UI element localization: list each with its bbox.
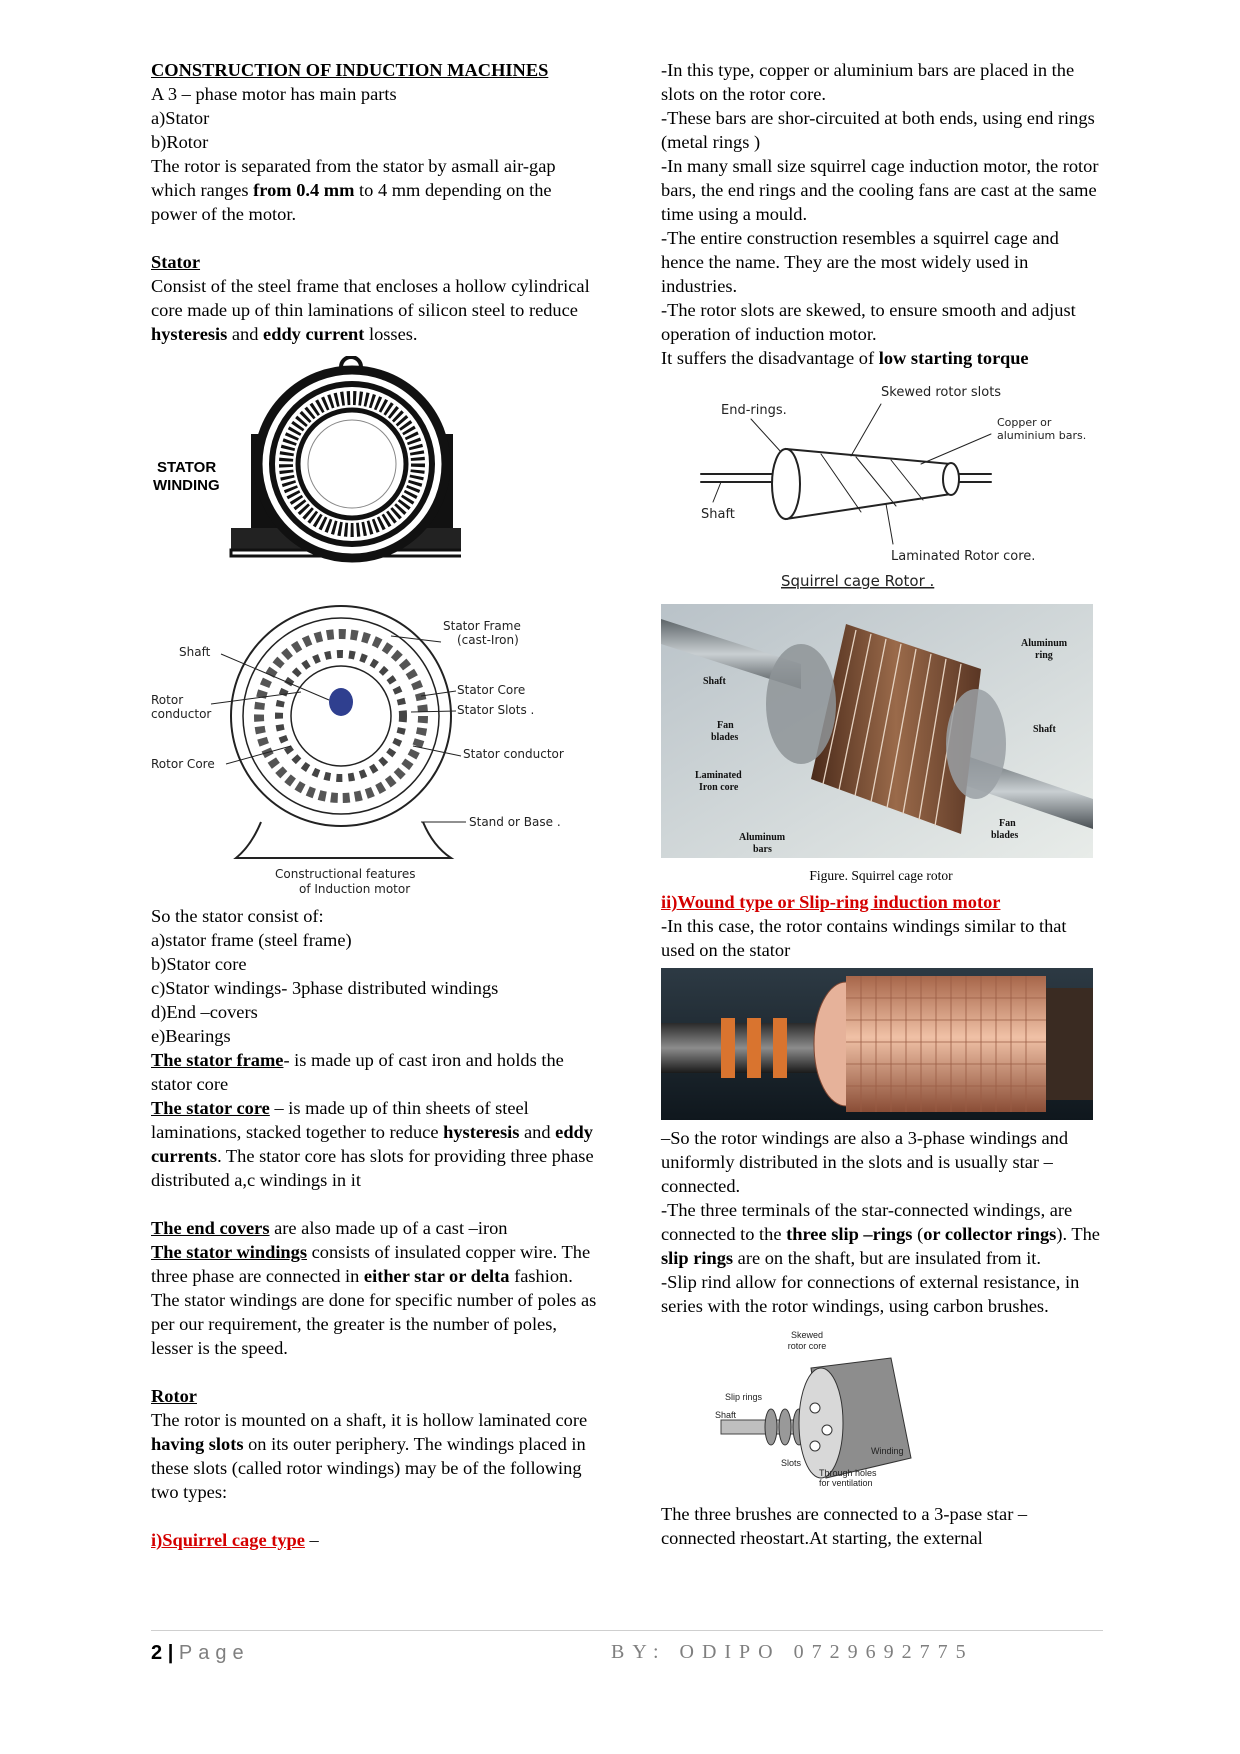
label-rotor-conductor-1: Rotor bbox=[151, 693, 184, 707]
label-stator-frame-2: (cast-Iron) bbox=[457, 633, 519, 647]
part-stator: a)Stator bbox=[151, 108, 210, 128]
wound-right-end bbox=[1046, 988, 1093, 1100]
consist-item: a)stator frame (steel frame) bbox=[151, 930, 352, 950]
photo-fan-r-2: blades bbox=[991, 830, 1019, 841]
leader-stator-slots bbox=[411, 711, 456, 712]
stator-heading: Stator bbox=[151, 252, 201, 272]
label-stator-slots: Stator Slots . bbox=[457, 703, 535, 717]
diag-end-face bbox=[799, 1368, 843, 1478]
label-rotor-core: Rotor Core bbox=[151, 757, 215, 771]
diag-slots-label: Slots bbox=[781, 1458, 802, 1468]
consist-intro: So the stator consist of: bbox=[151, 906, 324, 926]
wound-rotor-photo bbox=[661, 968, 1093, 1120]
sketch-shaft-label: Shaft bbox=[701, 507, 735, 522]
label-stand: Stand or Base . bbox=[469, 815, 561, 829]
diag-slip-ring bbox=[765, 1409, 777, 1445]
squirrel-p4: -The entire construction resembles a squirrel cage and hence the name. They are the most widely used in industries. bbox=[661, 228, 1059, 296]
sketch-end-ring bbox=[772, 449, 800, 519]
sketch-skewed-label: Skewed rotor slots bbox=[881, 385, 1002, 400]
consist-item: e)Bearings bbox=[151, 1026, 231, 1046]
intro-text: A 3 – phase motor has main parts bbox=[151, 84, 397, 104]
photo-ring-right bbox=[946, 689, 1006, 799]
sketch-laminated-label: Laminated Rotor core. bbox=[891, 549, 1036, 564]
stator-winding-figure bbox=[151, 356, 461, 586]
leader-stator-conductor bbox=[413, 746, 461, 756]
leader-laminated bbox=[886, 504, 893, 544]
sketch-copper-label-1: Copper or bbox=[997, 416, 1052, 429]
wound-heading: ii)Wound type or Slip-ring induction motor bbox=[661, 892, 1001, 912]
consist-item: c)Stator windings- 3phase distributed windings bbox=[151, 978, 499, 998]
constructional-features-figure bbox=[151, 596, 601, 896]
diag-vent-hole bbox=[810, 1403, 820, 1413]
photo-shaft-right-label: Shaft bbox=[1033, 724, 1056, 735]
diag-slip-rings-label: Slip rings bbox=[725, 1392, 763, 1402]
sketch-end-rings-label: End-rings. bbox=[721, 403, 787, 418]
brushes-paragraph: The three brushes are connected to a 3-pase star – connected rheostart.At starting, the external bbox=[661, 1504, 1028, 1548]
squirrel-p2: -These bars are shor-circuited at both ends, using end rings (metal rings ) bbox=[661, 108, 1095, 152]
diag-holes-2: for ventilation bbox=[819, 1478, 873, 1488]
squirrel-cage-heading: i)Squirrel cage type – bbox=[151, 1530, 319, 1550]
squirrel-p3: -In many small size squirrel cage induction motor, the rotor bars, the end rings and the cooling fans are cast at the same time using a mould. bbox=[661, 156, 1099, 224]
photo-aluminum-ring-2: ring bbox=[1035, 650, 1053, 661]
sketch-copper-label-2: aluminium bars. bbox=[997, 429, 1087, 442]
shaft-icon bbox=[329, 688, 353, 716]
diag-shaft-label: Shaft bbox=[715, 1410, 737, 1420]
consist-item: d)End –covers bbox=[151, 1002, 258, 1022]
page-title: CONSTRUCTION OF INDUCTION MACHINES bbox=[151, 60, 549, 80]
diag-vent-hole bbox=[810, 1441, 820, 1451]
slip-ring bbox=[747, 1018, 761, 1078]
photo-fan-2: blades bbox=[711, 732, 739, 743]
photo-caption: Figure. Squirrel cage rotor bbox=[809, 868, 953, 883]
squirrel-p6: It suffers the disadvantage of low starting torque bbox=[661, 348, 1029, 368]
stator-core-paragraph: The stator core – is made up of thin sheets of steel laminations, stacked together to reduce hysteresis and eddy currents. The stator core has slots for providing three phase distributed a,c windings in it bbox=[151, 1098, 594, 1190]
photo-aluminum-ring-1: Aluminum bbox=[1021, 638, 1068, 649]
photo-shaft-left-label: Shaft bbox=[703, 676, 726, 687]
right-column bbox=[661, 58, 1101, 1550]
rotor-heading: Rotor bbox=[151, 1386, 197, 1406]
stator-label-1: STATOR bbox=[157, 459, 217, 476]
sketch-title: Squirrel cage Rotor . bbox=[781, 572, 935, 590]
diag-slip-ring bbox=[779, 1409, 791, 1445]
slip-ring-diagram bbox=[701, 1328, 941, 1498]
caption-1: Constructional features bbox=[275, 867, 416, 881]
photo-bars-1: Aluminum bbox=[739, 832, 786, 843]
page-num: 2 bbox=[151, 1642, 163, 1664]
leader-shaft bbox=[713, 482, 721, 502]
photo-bars-2: bars bbox=[753, 844, 772, 855]
leader-stator-core bbox=[421, 691, 456, 696]
page-word: Page bbox=[178, 1642, 250, 1664]
squirrel-p1: -In this type, copper or aluminium bars are placed in the slots on the rotor core. bbox=[661, 60, 1075, 104]
sketch-rotor-body bbox=[786, 449, 951, 519]
photo-laminated-2: Iron core bbox=[699, 782, 739, 793]
photo-ring-left bbox=[766, 644, 836, 764]
diag-skewed-1: Skewed bbox=[790, 1330, 824, 1340]
footer-rule bbox=[151, 1630, 1103, 1631]
rotor-paragraph: The rotor is mounted on a shaft, it is hollow laminated core having slots on its outer periphery. The windings placed in these slots (called rotor windings) may be of the following two types: bbox=[151, 1410, 588, 1502]
wound-paragraph: -In this case, the rotor contains windings similar to that used on the stator bbox=[661, 916, 1067, 960]
terminals-paragraph: -The three terminals of the star-connected windings, are connected to the three slip –rings (or collector rings). The slip rings are on the shaft, but are insulated from it. bbox=[661, 1200, 1100, 1268]
consist-item: b)Stator core bbox=[151, 954, 247, 974]
diag-winding-label: Winding bbox=[871, 1446, 904, 1456]
after-wound-paragraph: –So the rotor windings are also a 3-phase windings and uniformly distributed in the slots and is usually star –connected. bbox=[661, 1128, 1069, 1196]
squirrel-p5: -The rotor slots are skewed, to ensure smooth and adjust operation of induction motor. bbox=[661, 300, 1076, 344]
photo-fan-1: Fan bbox=[717, 720, 734, 731]
left-column bbox=[151, 58, 601, 1552]
label-rotor-conductor-2: conductor bbox=[151, 707, 212, 721]
label-stator-conductor: Stator conductor bbox=[463, 747, 564, 761]
slip-ring bbox=[721, 1018, 735, 1078]
stator-label-2: WINDING bbox=[153, 477, 220, 494]
label-stator-core: Stator Core bbox=[457, 683, 526, 697]
diag-vent-hole bbox=[822, 1425, 832, 1435]
page-number bbox=[151, 1642, 250, 1665]
label-stator-frame-1: Stator Frame bbox=[443, 619, 521, 633]
stator-frame-paragraph: The stator frame- is made up of cast iron and holds the stator core bbox=[151, 1050, 564, 1094]
caption-2: of Induction motor bbox=[299, 882, 411, 896]
photo-laminated-1: Laminated bbox=[695, 770, 742, 781]
leader-skewed bbox=[851, 404, 881, 456]
end-covers-paragraph: The end covers are also made up of a cast –iron bbox=[151, 1218, 508, 1238]
byline: BY: ODIPO 0729692775 bbox=[611, 1641, 974, 1663]
label-shaft: Shaft bbox=[179, 645, 211, 659]
airgap-paragraph: The rotor is separated from the stator by asmall air-gap which ranges from 0.4 mm to 4 mm depending on the power of the motor. bbox=[151, 156, 556, 224]
stand-outline bbox=[236, 822, 451, 858]
stator-windings-paragraph: The stator windings consists of insulated copper wire. The three phase are connected in either star or delta fashion. bbox=[151, 1242, 591, 1286]
diag-skewed-2: rotor core bbox=[787, 1341, 827, 1351]
photo-fan-r-1: Fan bbox=[999, 818, 1016, 829]
squirrel-cage-sketch bbox=[661, 374, 1101, 594]
leader-bars bbox=[921, 434, 991, 464]
sketch-end-ring-right bbox=[943, 463, 959, 495]
leader-end-rings bbox=[751, 419, 781, 452]
page-separator: | bbox=[167, 1642, 174, 1664]
slip-paragraph: -Slip rind allow for connections of external resistance, in series with the rotor windings, using carbon brushes. bbox=[661, 1272, 1080, 1316]
diag-holes-1: Through holes bbox=[819, 1468, 877, 1478]
squirrel-cage-photo bbox=[661, 604, 1093, 858]
stator-hollow bbox=[308, 420, 396, 508]
poles-paragraph: The stator windings are done for specific number of poles as per our requirement, the greater is the number of poles, lesser is the speed. bbox=[151, 1290, 597, 1358]
part-rotor: b)Rotor bbox=[151, 132, 209, 152]
stator-paragraph: Consist of the steel frame that encloses a hollow cylindrical core made up of thin laminations of silicon steel to reduce hysteresis and eddy current losses. bbox=[151, 276, 590, 344]
slip-ring bbox=[773, 1018, 787, 1078]
